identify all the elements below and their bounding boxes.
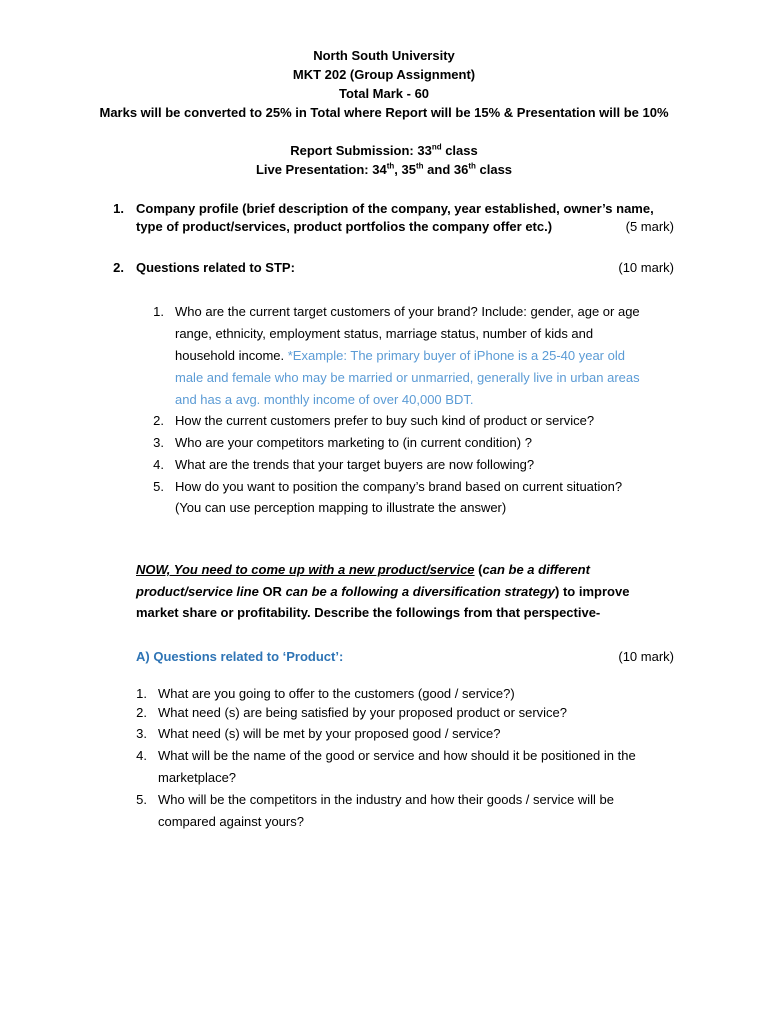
list-number: 1. — [153, 304, 164, 319]
list-number: 1. — [136, 686, 147, 701]
section-text: type of product/services, product portfolios the company offer etc.) — [136, 219, 553, 234]
total-mark: Total Mark - 60 — [338, 86, 430, 101]
list-number: 5. — [153, 479, 164, 494]
list-item: marketplace? — [158, 770, 237, 785]
example-text: and has a avg. monthly income of over 40,000 BDT. — [175, 392, 474, 407]
mark-conversion: Marks will be converted to 25% in Total where Report will be 15% & Presentation will be 10% — [99, 105, 669, 120]
section-mark: (5 mark) — [625, 219, 674, 234]
list-item: Who will be the competitors in the industry and how their goods / service will be — [158, 792, 614, 807]
list-item: How the current customers prefer to buy such kind of product or service? — [175, 413, 595, 428]
section-text: Company profile (brief description of the company, year established, owner’s name, — [136, 201, 654, 216]
list-number: 2. — [153, 413, 164, 428]
list-item: household income. *Example: The primary buyer of iPhone is a 25-40 year old — [175, 348, 625, 363]
list-number: 2. — [136, 705, 147, 720]
report-submission: Report Submission: 33nd class — [290, 142, 478, 158]
list-item: How do you want to position the company’s brand based on current situation? — [175, 479, 623, 494]
list-item: range, ethnicity, employment status, marriage status, number of kids and — [175, 326, 594, 341]
list-number: 5. — [136, 792, 147, 807]
list-number: 3. — [136, 726, 147, 741]
paragraph-line: NOW, You need to come up with a new product/service (can be a different — [136, 562, 590, 577]
list-number: 1. — [113, 201, 124, 216]
example-text: *Example: The primary buyer of iPhone is a 25-40 year old — [287, 348, 625, 363]
list-item: What are you going to offer to the customers (good / service?) — [158, 686, 515, 701]
university-name: North South University — [313, 48, 455, 63]
list-item: What are the trends that your target buyers are now following? — [175, 457, 535, 472]
section-mark: (10 mark) — [618, 260, 674, 275]
section-mark: (10 mark) — [618, 649, 674, 664]
paragraph-line: product/service line OR can be a following a diversification strategy) to improve — [136, 584, 630, 599]
list-number: 3. — [153, 435, 164, 450]
section-title: Questions related to STP: — [136, 260, 295, 275]
live-presentation: Live Presentation: 34th, 35th and 36th class — [255, 161, 513, 177]
section-title: A) Questions related to ‘Product’: — [136, 649, 344, 664]
paragraph-line: market share or profitability. Describe the followings from that perspective- — [136, 605, 601, 620]
list-item: What need (s) are being satisfied by your proposed product or service? — [158, 705, 567, 720]
list-number: 4. — [136, 748, 147, 763]
list-item: What will be the name of the good or service and how should it be positioned in the — [158, 748, 636, 763]
list-item: What need (s) will be met by your proposed good / service? — [158, 726, 501, 741]
list-item: compared against yours? — [158, 814, 304, 829]
list-item: (You can use perception mapping to illustrate the answer) — [175, 500, 507, 515]
example-text: male and female who may be married or unmarried, generally live in urban areas — [175, 370, 640, 385]
list-number: 4. — [153, 457, 164, 472]
course-title: MKT 202 (Group Assignment) — [292, 67, 476, 82]
list-item: Who are the current target customers of your brand? Include: gender, age or age — [175, 304, 640, 319]
list-item: Who are your competitors marketing to (in current condition) ? — [175, 435, 532, 450]
list-number: 2. — [113, 260, 124, 275]
